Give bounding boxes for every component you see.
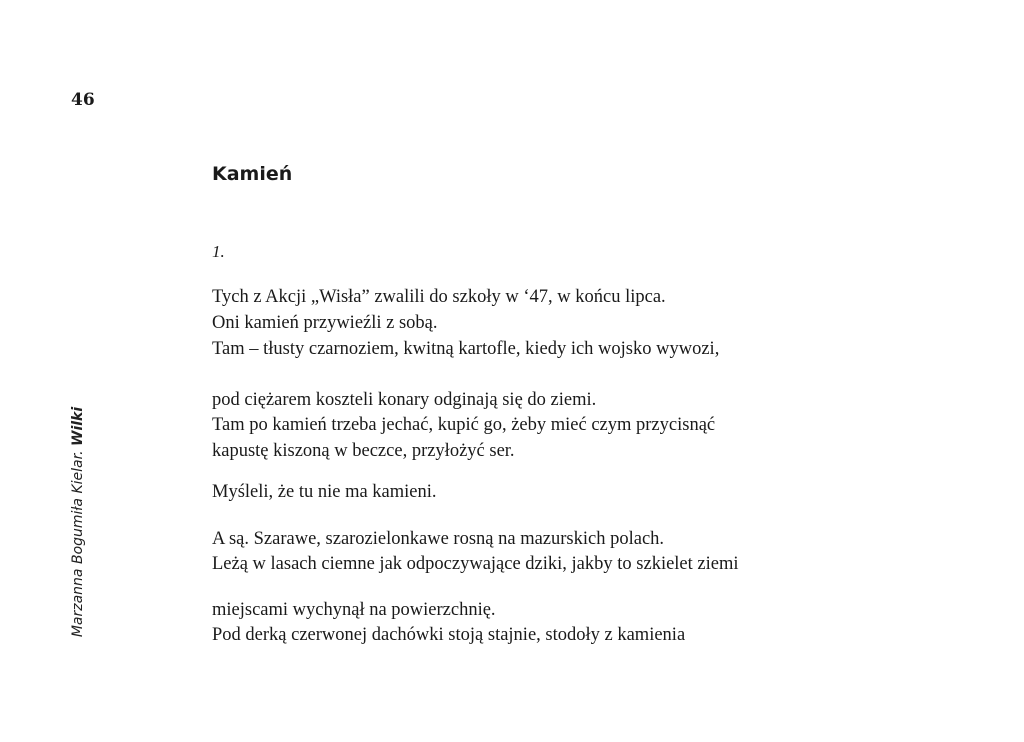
poem-line: Myśleli, że tu nie ma kamieni. [212, 482, 437, 502]
poem-title: Kamień [212, 163, 293, 185]
running-head-book: Wilki [70, 406, 86, 446]
poem-line: Tam po kamień trzeba jechać, kupić go, żeby mieć czym przycisnąć [212, 415, 716, 435]
poem-line: Leżą w lasach ciemne jak odpoczywające dziki, jakby to szkielet ziemi [212, 554, 739, 574]
running-head-author: Marzanna Bogumiła Kielar. [70, 450, 86, 638]
poem-line: Oni kamień przywieźli z sobą. [212, 313, 438, 333]
poem-line: A są. Szarawe, szarozielonkawe rosną na mazurskich polach. [212, 529, 665, 549]
page-number: 46 [71, 90, 95, 110]
poem-line: Tam – tłusty czarnoziem, kwitną kartofle, kiedy ich wojsko wywozi, [212, 339, 720, 359]
poem-line: kapustę kiszoną w beczce, przyłożyć ser. [212, 441, 515, 461]
poem-line: pod ciężarem koszteli konary odginają się do ziemi. [212, 390, 597, 410]
section-number: 1. [212, 242, 225, 261]
running-head [70, 407, 86, 637]
poem-line: Tych z Akcji „Wisła” zwalili do szkoły w ‘47, w końcu lipca. [212, 287, 666, 307]
poem-line: miejscami wychynął na powierzchnię. [212, 600, 496, 620]
poem-line: Pod derką czerwonej dachówki stoją stajnie, stodoły z kamienia [212, 625, 686, 645]
